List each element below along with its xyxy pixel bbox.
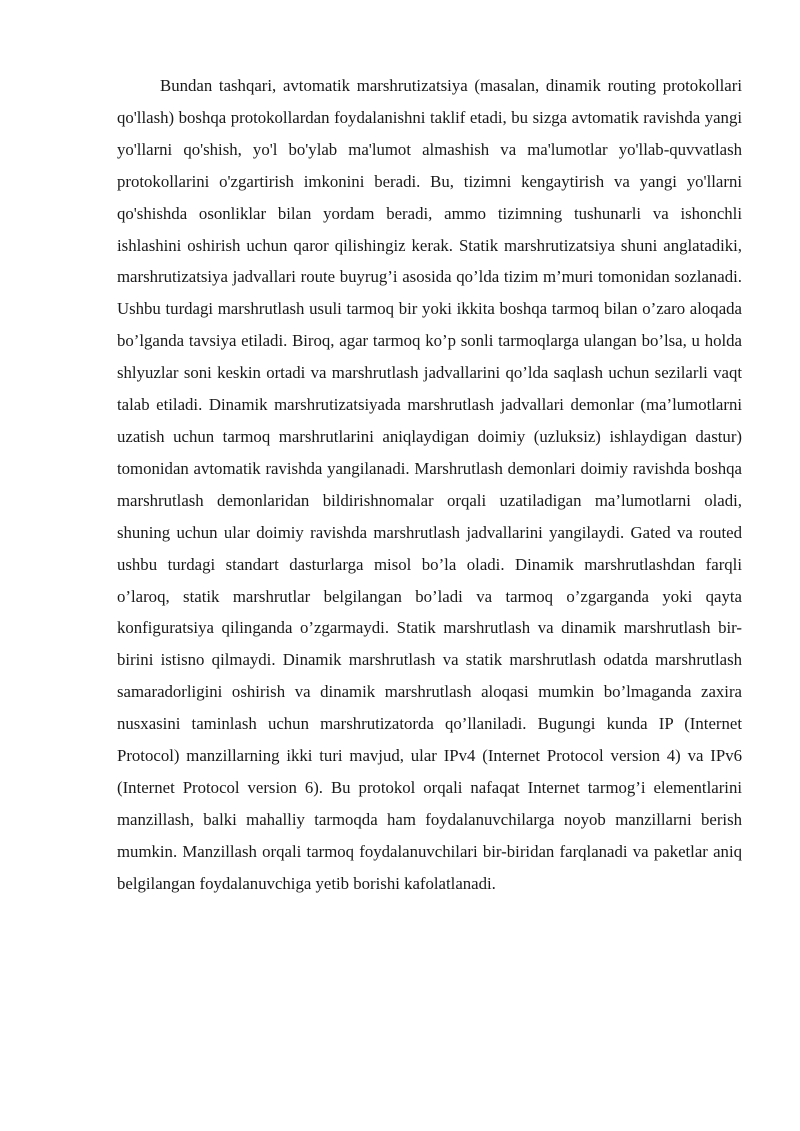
body-paragraph: Bundan tashqari, avtomatik marshrutizatsiya (masalan, dinamik routing protokollari qo'llash) boshqa protokollardan foydalanishni taklif etadi, bu sizga avtomatik ravishda yangi yo'llarni qo'shish, yo'l bo'ylab ma'lumot almashish va ma'lumotlar yo'llab-quvvatlash protokollarini o'zgartirish imkonini beradi. Bu, tizimni kengaytirish va yangi yo'llarni qo'shishda osonliklar bilan yordam beradi, ammo tizimning tushunarli va ishonchli ishlashini oshirish uchun qaror qilishingiz kerak. Statik marshrutizatsiya shuni anglatadiki, marshrutizatsiya jadvallari route buyrug’i asosida qo’lda tizim m’muri tomonidan sozlanadi. Ushbu turdagi marshrutlash usuli tarmoq bir yoki ikkita boshqa tarmoq bilan o’zaro aloqada bo’lganda tavsiya etiladi. Biroq, agar tarmoq ko’p sonli tarmoqlarga ulangan bo’lsa, u holda shlyuzlar soni keskin ortadi va marshrutlash jadvallarini qo’lda saqlash uchun sezilarli vaqt talab etiladi. Dinamik marshrutizatsiyada marshrutlash jadvallari demonlar (ma’lumotlarni uzatish uchun tarmoq marshrutlarini aniqlaydigan doimiy (uzluksiz) ishlaydigan dastur) tomonidan avtomatik ravishda yangilanadi. Marshrutlash demonlari doimiy ravishda boshqa marshrutlash demonlaridan bildirishnomalar orqali uzatiladigan ma’lumotlarni oladi, shuning uchun ular doimiy ravishda marshrutlash jadvallarini yangilaydi. Gated va routed ushbu turdagi standart dasturlarga misol bo’la oladi. Dinamik marshrutlashdan farqli o’laroq, statik marshrutlar belgilangan bo’ladi va tarmoq o’zgarganda yoki qayta konfiguratsiya qilinganda o’zgarmaydi. Statik marshrutlash va dinamik marshrutlash bir-birini istisno qilmaydi. Dinamik marshrutlash va statik marshrutlash odatda marshrutlash samaradorligini oshirish va dinamik marshrutlash aloqasi mumkin bo’lmaganda zaxira nusxasini taminlash uchun marshrutizatorda qo’llaniladi. Bugungi kunda IP (Internet Protocol) manzillarning ikki turi mavjud, ular IPv4 (Internet Protocol version 4) va IPv6 (Internet Protocol version 6). Bu protokol orqali nafaqat Internet tarmog’i elementlarini manzillash, balki mahalliy tarmoqda ham foydalanuvchilarga noyob manzillarni berish mumkin. Manzillash orqali tarmoq foydalanuvchilari bir-biridan farqlanadi va paketlar aniq belgilangan foydalanuvchiga yetib borishi kafolatlanadi. [117,76,742,893]
document-body [117,70,742,900]
